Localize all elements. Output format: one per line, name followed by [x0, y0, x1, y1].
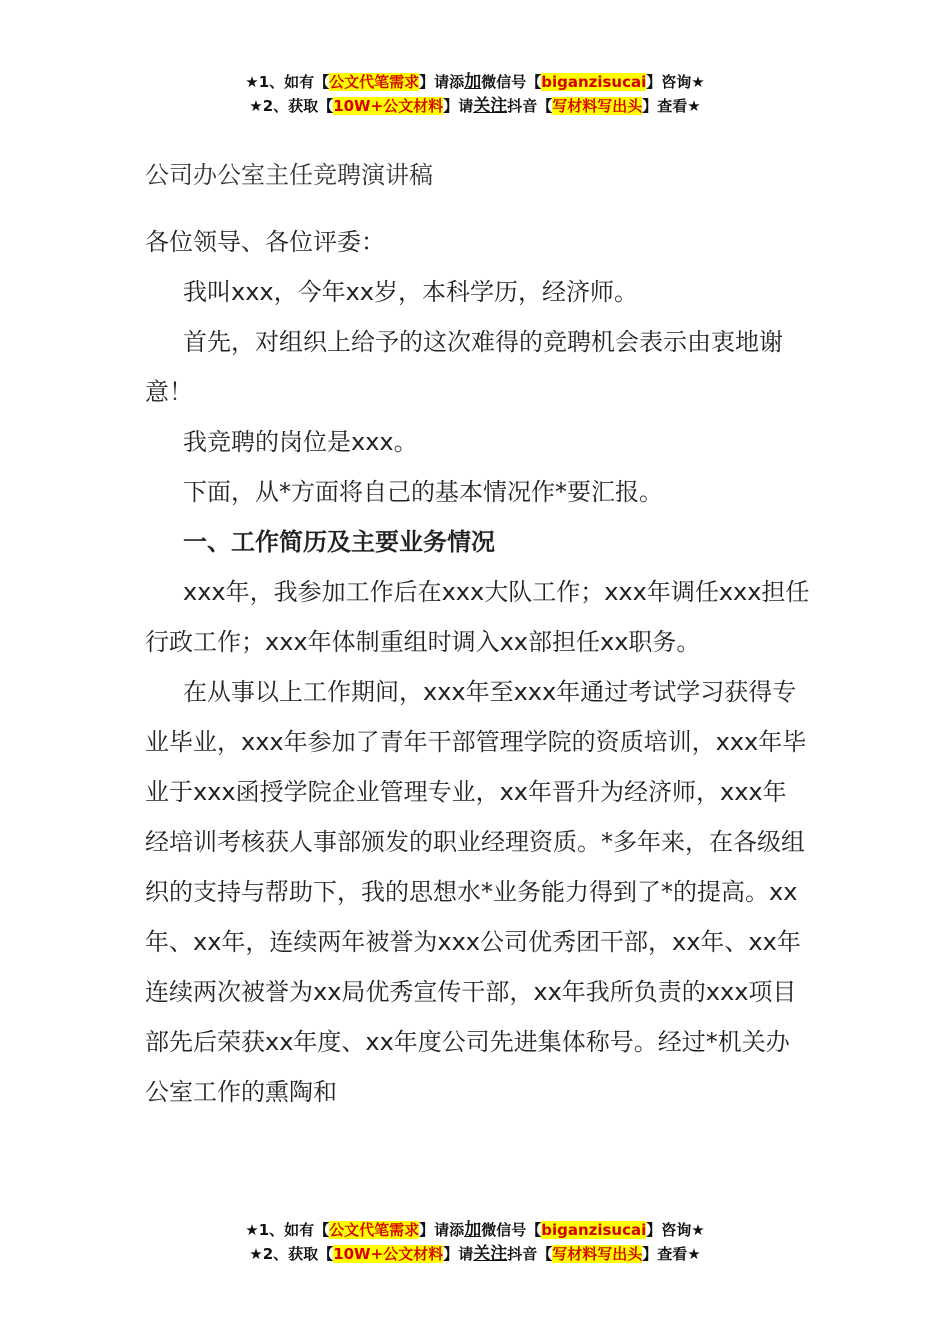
promo-line-2 [0, 94, 950, 118]
promo-text: 抖音【 [507, 97, 553, 115]
paragraph-position: 我竞聘的岗位是xxx。 [183, 428, 418, 456]
promo-text: 】请 [443, 1245, 474, 1263]
promo-banner-top [0, 70, 950, 118]
promo-line-1 [0, 1218, 950, 1242]
promo-highlight: 公文代笔需求 [329, 1221, 420, 1239]
document-title: 公司办公室主任竞聘演讲稿 [145, 161, 433, 189]
promo-text: ★2、获取【 [249, 97, 334, 115]
promo-underline: 关注 [473, 96, 508, 116]
salutation: 各位领导、各位评委： [145, 228, 385, 256]
paragraph-work-history: xxx年，我参加工作后在xxx大队工作；xxx年调任xxx担任行政工作；xxx年体制重组时调入xx部担任xx职务。 [145, 578, 810, 656]
section-heading: 一、工作简历及主要业务情况 [183, 528, 495, 556]
promo-douyin-id: 写材料写出头 [552, 97, 643, 115]
paragraph-thanks: 首先，对组织上给予的这次难得的竞聘机会表示由衷地谢意！ [145, 328, 783, 406]
promo-text: 】查看★ [642, 97, 701, 115]
promo-line-1 [0, 70, 950, 94]
promo-text: 】咨询★ [646, 1221, 705, 1239]
promo-underline: 加 [464, 1220, 482, 1240]
promo-text: ★1、如有【 [245, 73, 330, 91]
promo-text: 】咨询★ [646, 73, 705, 91]
promo-highlight: 公文代笔需求 [329, 73, 420, 91]
promo-text: 】请添 [419, 73, 465, 91]
paragraph-intro: 我叫xxx，今年xx岁，本科学历，经济师。 [183, 278, 639, 306]
promo-text: 】请 [443, 97, 474, 115]
promo-text: ★2、获取【 [249, 1245, 334, 1263]
promo-text: 】请添 [419, 1221, 465, 1239]
promo-line-2 [0, 1242, 950, 1266]
promo-text: 】查看★ [642, 1245, 701, 1263]
promo-text: 微信号【 [481, 1221, 542, 1239]
promo-text: 抖音【 [507, 1245, 553, 1263]
promo-wechat-id: biganzisucai [541, 1221, 647, 1239]
paragraph-outline: 下面，从*方面将自己的基本情况作*要汇报。 [183, 478, 663, 506]
promo-wechat-id: biganzisucai [541, 73, 647, 91]
promo-underline: 关注 [473, 1244, 508, 1264]
promo-text: 微信号【 [481, 73, 542, 91]
promo-text: ★1、如有【 [245, 1221, 330, 1239]
promo-highlight: 10W+公文材料 [333, 1245, 444, 1263]
paragraph-qualifications: 在从事以上工作期间，xxx年至xxx年通过考试学习获得专业毕业，xxx年参加了青年干部管理学院的资质培训，xxx年毕业于xxx函授学院企业管理专业，xx年晋升为经济师，xxx年经培训考核获人事部颁发的职业经理资质。*多年来，在各级组织的支持与帮助下，我的思想水*业务能力得到了*的提高。xx年、xx年，连续两年被誉为xxx公司优秀团干部，xx年、xx年连续两次被誉为xx局优秀宣传干部，xx年我所负责的xxx项目部先后荣获xx年度、xx年度公司先进集体称号。经过*机关办公室工作的熏陶和 [145, 678, 807, 1106]
promo-banner-bottom [0, 1218, 950, 1266]
document-body [145, 152, 810, 1117]
promo-underline: 加 [464, 72, 482, 92]
promo-douyin-id: 写材料写出头 [552, 1245, 643, 1263]
promo-highlight: 10W+公文材料 [333, 97, 444, 115]
